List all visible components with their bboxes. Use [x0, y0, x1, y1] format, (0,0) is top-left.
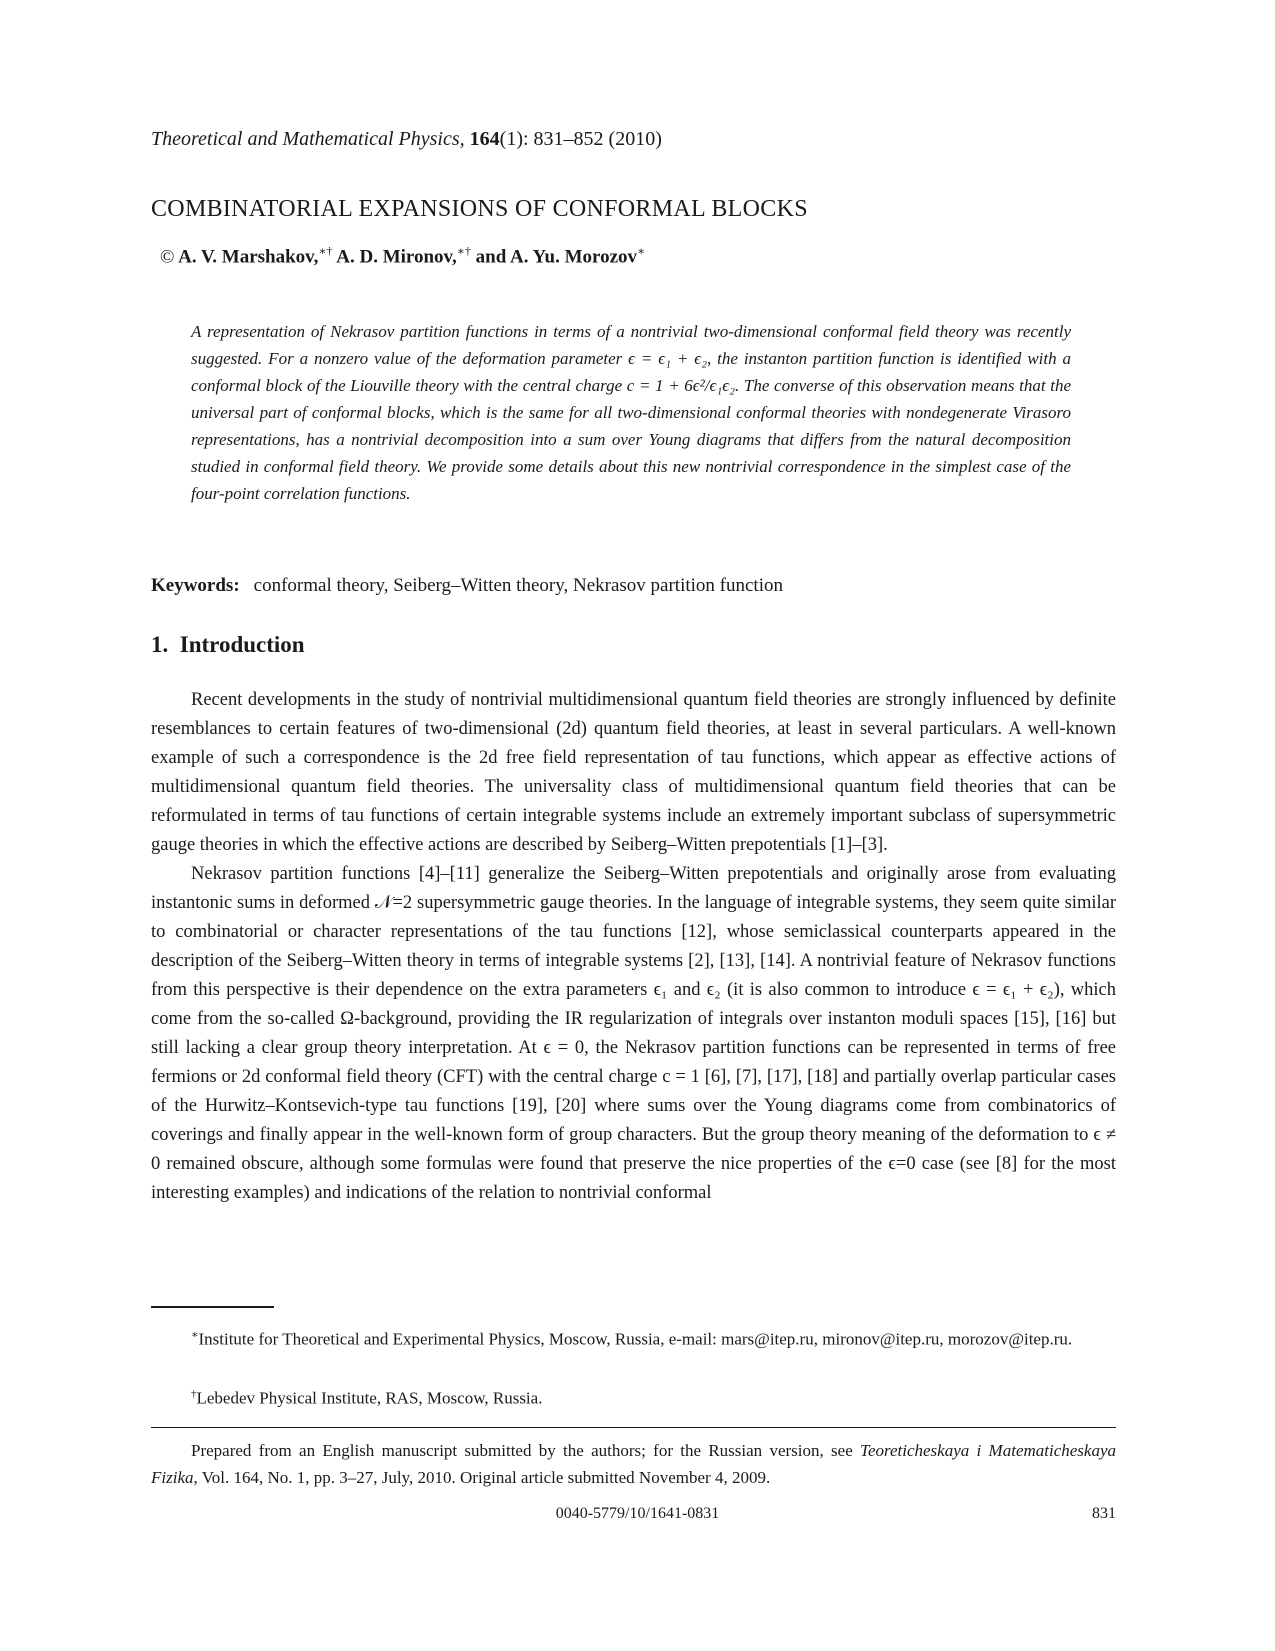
page-number: 831 [1092, 1505, 1116, 1522]
author-2: A. D. Mironov, [336, 246, 457, 268]
section-title: Introduction [179, 632, 305, 657]
footnote-2-mark: † [191, 1388, 197, 1400]
abstract: A representation of Nekrasov partition functions in terms of a nontrivial two-dimensional conformal field theory was recently suggested. For a nonzero value of the deformation parameter ϵ = ϵ₁ + ϵ₂, the instanton partition function is identified with a conformal block of the Liouville theory with the central charge c = 1 + 6ϵ²/ϵ₁ϵ₂. The converse of this observation means that the universal part of conformal blocks, which is the same for all two-dimensional conformal theories with nondegenerate Virasoro representations, has a nontrivial decomposition into a sum over Young diagrams that differs from the natural decomposition studied in conformal field theory. We provide some details about this new nontrivial correspondence in the simplest case of the four-point correlation functions. [191, 322, 1071, 503]
body-text [151, 686, 1116, 1208]
journal-volume: 164 [469, 128, 500, 150]
footnote-rule [151, 1306, 274, 1308]
author-1-marks: ∗† [318, 244, 333, 258]
copyright-symbol: © [160, 246, 175, 268]
prepared-text-end: , Vol. 164, No. 1, pp. 3–27, July, 2010. Original article submitted November 4, 2009. [193, 1468, 771, 1487]
keywords-text: conformal theory, Seiberg–Witten theory, Nekrasov partition function [253, 575, 783, 596]
journal-issue: (1): 831–852 (2010) [499, 128, 662, 150]
keywords-label: Keywords: [151, 575, 240, 596]
journal-citation [151, 128, 662, 151]
issn-code: 0040-5779/10/1641-0831 [555, 1505, 720, 1522]
author-line [160, 244, 645, 268]
footnote-2-text: Lebedev Physical Institute, RAS, Moscow, Russia. [196, 1388, 543, 1408]
section-number: 1. [151, 632, 169, 657]
keywords [151, 575, 783, 597]
paragraph-2: Nekrasov partition functions [4]–[11] generalize the Seiberg–Witten prepotentials and originally arose from evaluating instantonic sums in deformed 𝒩=2 supersymmetric gauge theories. In the language of integrable systems, they seem quite similar to combinatorial or character representations of the tau functions [12], whose semiclassical counterparts appeared in the description of the Seiberg–Witten theory in terms of integrable systems [2], [13], [14]. A nontrivial feature of Nekrasov functions from this perspective is their dependence on the extra parameters ϵ₁ and ϵ₂ (it is also common to introduce ϵ = ϵ₁ + ϵ₂), which come from the so-called Ω-background, providing the IR regularization of integrals over instanton moduli spaces [15], [16] but still lacking a clear group theory interpretation. At ϵ = 0, the Nekrasov partition functions can be represented in terms of free fermions or 2d conformal field theory (CFT) with the central charge c = 1 [6], [7], [17], [18] and partially overlap particular cases of the Hurwitz–Kontsevich-type tau functions [19], [20] where sums over the Young diagrams come from combinatorics of coverings and finally appear in the well-known form of group characters. But the group theory meaning of the deformation to ϵ ≠ 0 remained obscure, although some formulas were found that preserve the nice properties of the ϵ=0 case (see [8] for the most interesting examples) and indications of the relation to nontrivial conformal [151, 864, 1116, 1203]
paper-title: COMBINATORIAL EXPANSIONS OF CONFORMAL BLOCKS [151, 196, 808, 222]
prepared-journal-ru: Teoreticheskaya i Matematicheskaya Fizika [151, 1441, 1117, 1487]
footnote-1 [151, 1322, 1116, 1353]
prepared-note [151, 1437, 1116, 1491]
author-3-marks: ∗ [637, 244, 646, 258]
author-2-marks: ∗† [456, 244, 471, 258]
prepared-text-start: Prepared from an English manuscript submitted by the authors; for the Russian version, see [191, 1441, 853, 1460]
journal-name: Theoretical and Mathematical Physics, [151, 128, 465, 150]
section-heading [151, 632, 305, 658]
paragraph-1: Recent developments in the study of nontrivial multidimensional quantum field theories are strongly influenced by definite resemblances to certain features of two-dimensional (2d) quantum field theories, at least in several particulars. A well-known example of such a correspondence is the 2d free field representation of tau functions, which appear as effective actions of multidimensional quantum field theories. The universality class of multidimensional quantum field theories that can be reformulated in terms of tau functions of certain integrable systems include an extremely important subclass of supersymmetric gauge theories in which the effective actions are described by Seiberg–Witten prepotentials [1]–[3]. [151, 690, 1116, 855]
prepared-rule [151, 1427, 1116, 1428]
footnote-1-text: Institute for Theoretical and Experimental Physics, Moscow, Russia, e-mail: mars@itep.ru, mironov@itep.ru, morozov@itep.ru. [198, 1329, 1073, 1349]
author-3: A. Yu. Morozov [510, 246, 638, 268]
footnote-2 [151, 1381, 1116, 1412]
author-1: A. V. Marshakov, [178, 246, 319, 268]
footnote-1-mark: ∗ [191, 1329, 199, 1341]
author-and: and [475, 246, 507, 268]
